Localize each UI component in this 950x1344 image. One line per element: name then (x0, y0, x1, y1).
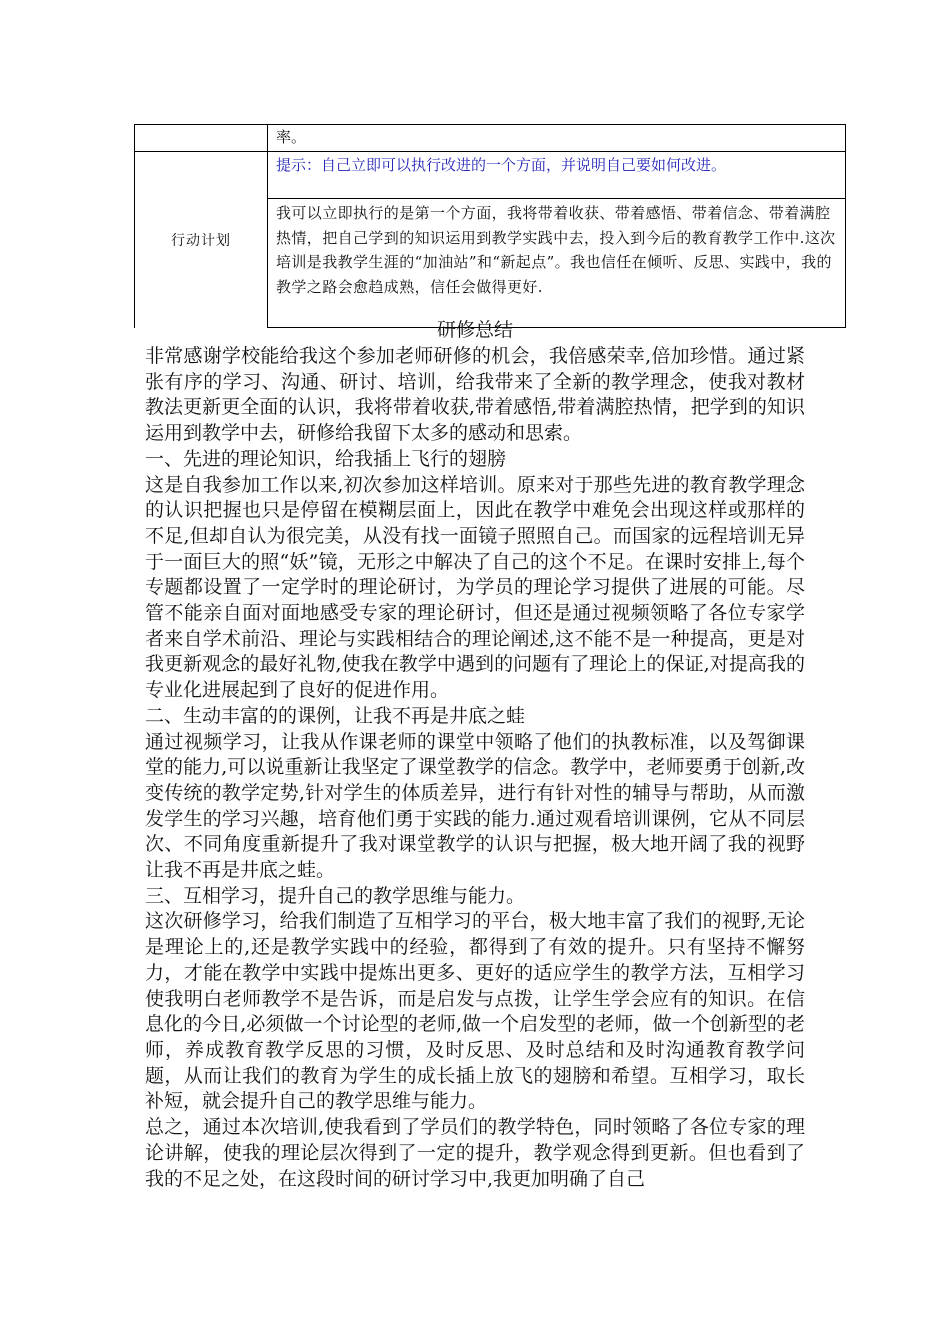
plan-text: 我可以立即执行的是第一个方面，我将带着收获、带着感悟、带着信念、带着满腔热情，把自己学到的知识运用到教学实践中去，投入到今后的教育教学工作中.这次培训是我教学生涯的“加油站”和“新起点”。我也信任在倾听、反思、实践中，我的教学之路会愈趋成熟，信任会做得更好. (268, 199, 846, 328)
table-cell-continuation: 率。 (268, 125, 846, 152)
summary-document (145, 316, 805, 1192)
section-heading-1: 一、先进的理论知识，给我插上飞行的翅膀 (145, 447, 507, 470)
table-row (135, 125, 846, 152)
table-row (135, 152, 846, 199)
hint-text: 提示：自己立即可以执行改进的一个方面，并说明自己要如何改进。 (268, 152, 846, 199)
section-paragraph-2: 通过视频学习，让我从作课老师的课堂中领略了他们的执教标准，以及驾御课堂的能力,可以说重新让我坚定了课堂教学的信念。教学中，老师要勇于创新,改变传统的教学定势,针对学生的体质差异，进行有针对性的辅导与帮助，从而激发学生的学习兴趣，培育他们勇于实践的能力.通过观看培训课例，它从不同层次、不同角度重新提升了我对课堂教学的认识与把握，极大地开阔了我的视野让我不再是井底之蛙。 (145, 730, 805, 882)
action-plan-table (134, 124, 846, 328)
table-cell-empty (135, 125, 268, 152)
document-title: 研修总结 (436, 319, 513, 341)
section-paragraph-1: 这是自我参加工作以来,初次参加这样培训。原来对于那些先进的教育教学理念的认识把握也只是停留在模糊层面上，因此在教学中难免会出现这样或那样的不足,但却自认为很完美，从没有找一面镜子照照自己。而国家的远程培训无异于一面巨大的照“妖”镜，无形之中解决了自己的这个不足。在课时安排上,每个专题都设置了一定学时的理论研讨，为学员的理论学习提供了进展的可能。尽管不能亲自面对面地感受专家的理论研讨，但还是通过视频领略了各位专家学者来自学术前沿、理论与实践相结合的理论阐述,这不能不是一种提高，更是对我更新观念的最好礼物,使我在教学中遇到的问题有了理论上的保证,对提高我的专业化进展起到了良好的促进作用。 (145, 473, 805, 702)
section-heading-2: 二、生动丰富的的课例，让我不再是井底之蛙 (145, 704, 526, 727)
intro-paragraph: 非常感谢学校能给我这个参加老师研修的机会，我倍感荣幸,倍加珍惜。通过紧张有序的学习、沟通、研讨、培训，给我带来了全新的教学理念，使我对教材教法更新更全面的认识，我将带着收获,带着感悟,带着满腔热情，把学到的知识运用到教学中去，研修给我留下太多的感动和思索。 (145, 345, 805, 445)
section-heading-3: 三、互相学习，提升自己的教学思维与能力。 (145, 884, 526, 907)
action-plan-label: 行动计划 (135, 152, 268, 328)
conclusion-paragraph: 总之，通过本次培训,使我看到了学员们的教学特色，同时领略了各位专家的理论讲解，使我的理论层次得到了一定的提升，教学观念得到更新。但也看到了我的不足之处，在这段时间的研讨学习中,我更加明确了自己 (145, 1116, 805, 1190)
section-paragraph-3: 这次研修学习，给我们制造了互相学习的平台，极大地丰富了我们的视野,无论是理论上的,还是教学实践中的经验，都得到了有效的提升。只有坚持不懈努力，才能在教学中实践中提炼出更多、更好的适应学生的教学方法，互相学习使我明白老师教学不是告诉，而是启发与点拨，让学生学会应有的知识。在信息化的今日,必须做一个讨论型的老师,做一个启发型的老师，做一个创新型的老师，养成教育教学反思的习惯，及时反思、及时总结和及时沟通教育教学问题，从而让我们的教育为学生的成长插上放飞的翅膀和希望。互相学习，取长补短，就会提升自己的教学思维与能力。 (145, 910, 805, 1113)
